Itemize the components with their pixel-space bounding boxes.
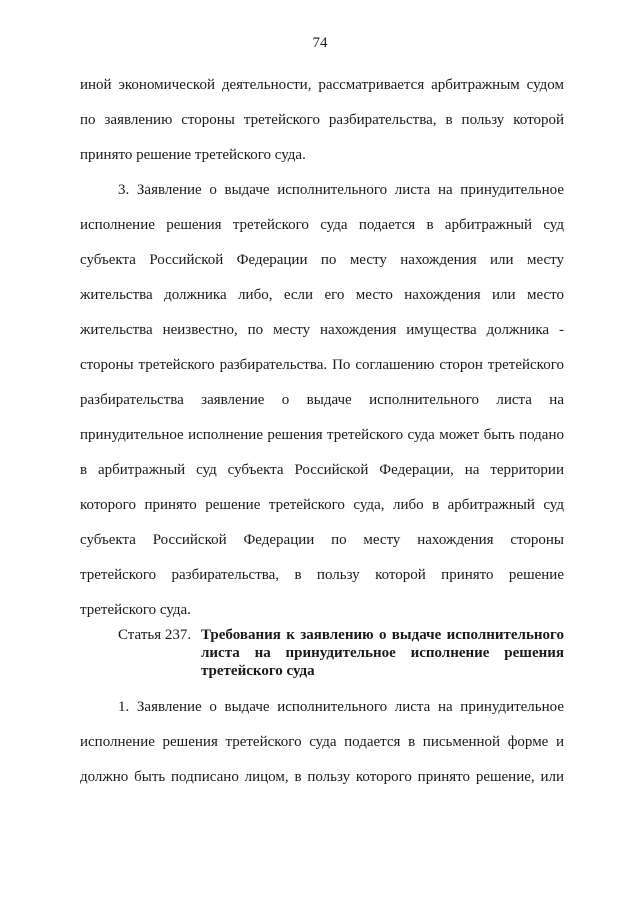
paragraph-line: субъекта Российской Федерации по месту нахождения стороны [80,532,564,548]
article-title-line: Требования к заявлению о выдаче исполнительного [201,627,564,643]
paragraph-line: субъекта Российской Федерации по месту нахождения или месту [80,252,564,268]
paragraph-line: третейского разбирательства, в пользу которой принято решение [80,567,564,583]
article-title-line: третейского суда [201,663,315,679]
article-label: Статья 237. [118,627,192,643]
paragraph-line: должно быть подписано лицом, в пользу которого принято решение, или [80,769,564,785]
paragraph-line: 3. Заявление о выдаче исполнительного листа на принудительное [118,182,564,198]
paragraph-line: по заявлению стороны третейского разбирательства, в пользу которой [80,112,564,128]
paragraph-line: 1. Заявление о выдаче исполнительного листа на принудительное [118,699,564,715]
paragraph-line: которого принято решение третейского суда, либо в арбитражный суд [80,497,564,513]
paragraph-line: третейского суда. [80,602,191,618]
paragraph-line: стороны третейского разбирательства. По соглашению сторон третейского [80,357,564,373]
paragraph-line: исполнение решения третейского суда подается в арбитражный суд [80,217,564,233]
paragraph-line: исполнение решения третейского суда подается в письменной форме и [80,734,564,750]
article-title-line: листа на принудительное исполнение решения [201,645,564,661]
paragraph-line: принудительное исполнение решения третейского суда может быть подано [80,427,564,443]
paragraph-line: жительства неизвестно, по месту нахождения имущества должника - [80,322,564,338]
page-number: 74 [312,35,328,51]
paragraph-line: принято решение третейского суда. [80,147,306,163]
paragraph-line: в арбитражный суд субъекта Российской Федерации, на территории [80,462,564,478]
paragraph-line: жительства должника либо, если его место нахождения или место [80,287,564,303]
paragraph-line: иной экономической деятельности, рассматривается арбитражным судом [80,77,564,93]
paragraph-line: разбирательства заявление о выдаче исполнительного листа на [80,392,564,408]
